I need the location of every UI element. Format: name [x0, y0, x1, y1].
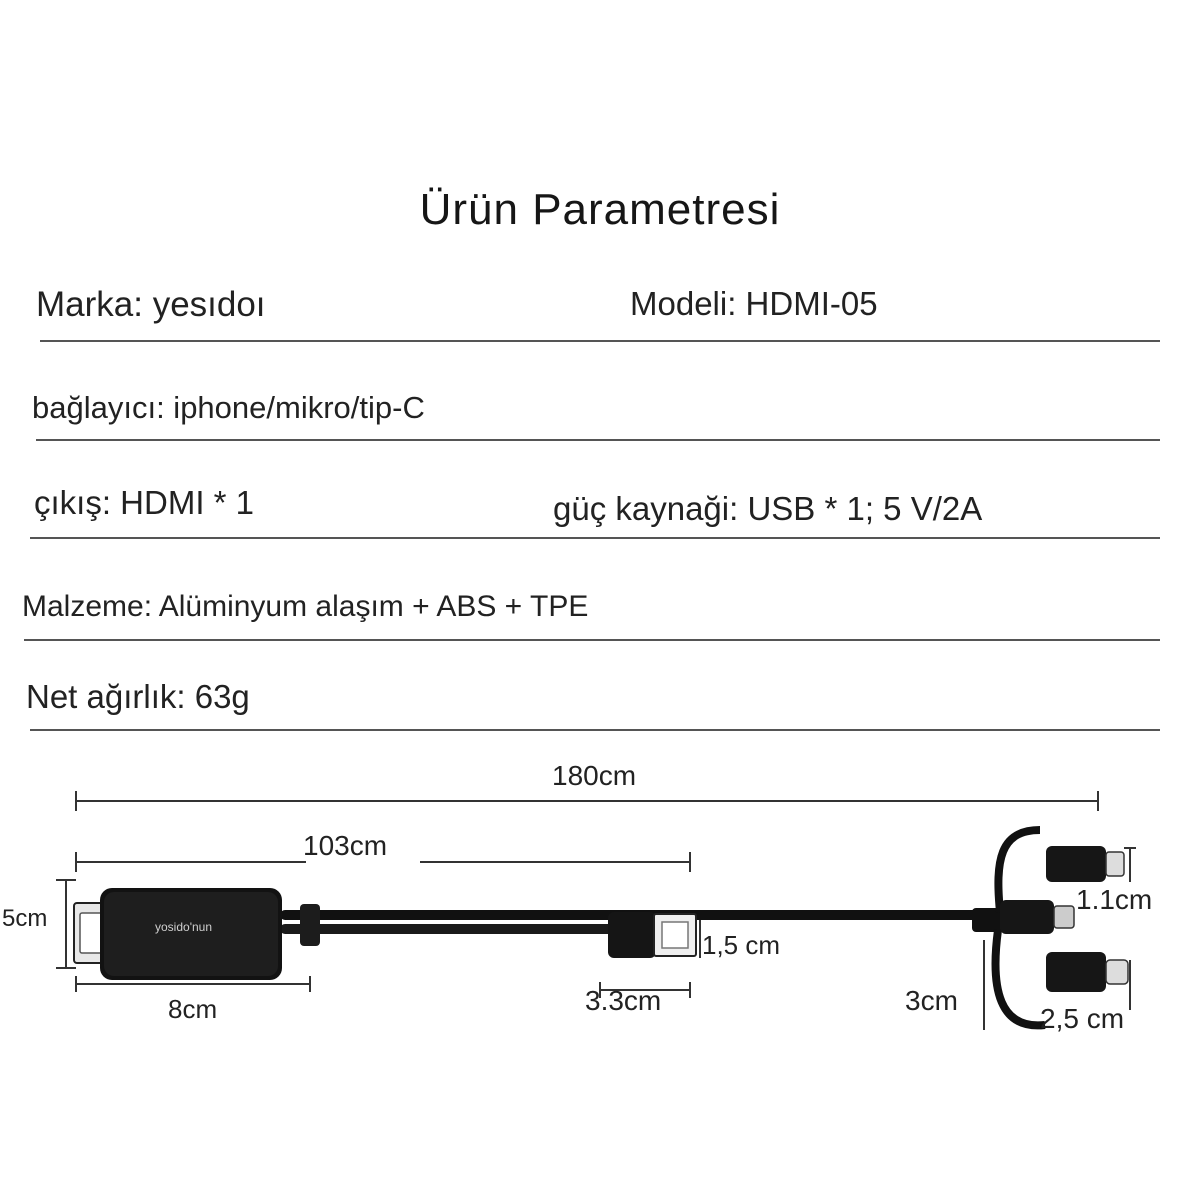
hdmi-length-label: 8cm: [168, 994, 218, 1024]
typec-length-label: 2,5 cm: [1040, 1003, 1125, 1034]
output-label: çıkış: HDMI * 1: [34, 484, 255, 521]
total-length-label: 180cm: [552, 760, 637, 791]
main-cable-length-label: 103cm: [303, 830, 388, 861]
usb-length-label: 3.3cm: [585, 985, 662, 1016]
hdmi-height-label: 5cm: [2, 905, 48, 932]
lightning-width-label: 1.1cm: [1076, 884, 1153, 915]
hdmi-logo-text: yosido'nun: [155, 920, 212, 934]
page-title: Ürün Parametresi: [419, 185, 781, 234]
power-label: güç kaynaği: USB * 1; 5 V/2A: [553, 490, 983, 527]
model-label: Modeli: HDMI-05: [630, 285, 878, 322]
usb-width-label: 1,5 cm: [702, 930, 781, 960]
connector-label: bağlayıcı: iphone/mikro/tip-C: [32, 390, 425, 425]
brand-label: Marka: yesıdoı: [36, 285, 266, 324]
weight-label: Net ağırlık: 63g: [26, 678, 250, 715]
material-label: Malzeme: Alüminyum alaşım + ABS + TPE: [22, 590, 589, 623]
splitter-length-label: 3cm: [905, 985, 958, 1016]
